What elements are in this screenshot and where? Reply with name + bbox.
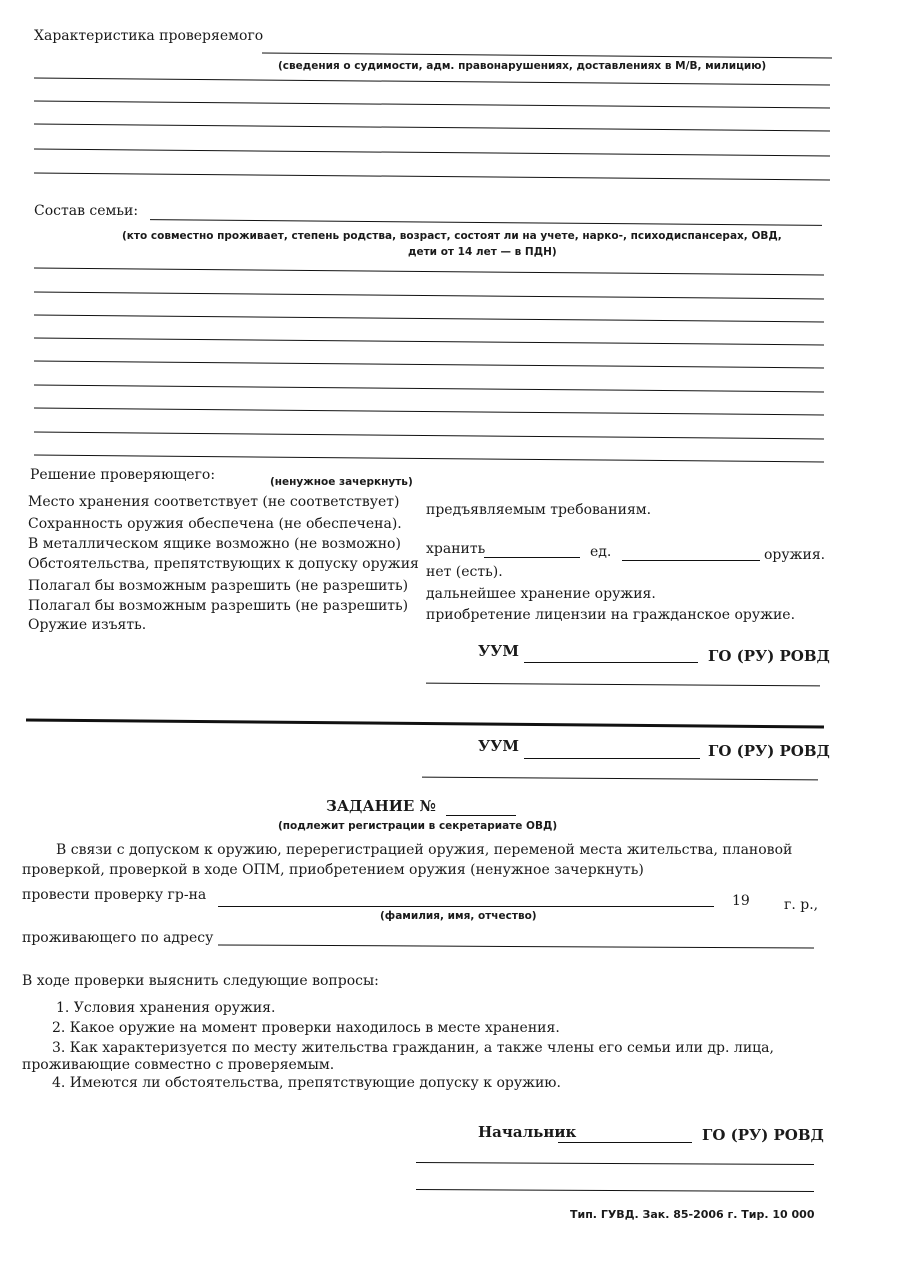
decision-row-7-left: Оружие изъять. — [28, 617, 147, 633]
fio-line[interactable] — [218, 906, 714, 907]
section2-hint-line2: дети от 14 лет — в ПДН) — [408, 246, 557, 258]
signature3-dept: ГО (РУ) РОВД — [702, 1126, 824, 1144]
question-1: 1. Условия хранения оружия. — [56, 1000, 276, 1016]
unit-label: ед. — [590, 544, 612, 560]
section1-line[interactable] — [34, 124, 830, 132]
section2-line[interactable] — [34, 315, 824, 323]
section2-entry-line[interactable] — [150, 219, 822, 226]
signature1-name-line[interactable] — [426, 683, 820, 687]
print-info: Тип. ГУВД. Зак. 85-2006 г. Тир. 10 000 — [570, 1208, 815, 1221]
signature2-line[interactable] — [524, 758, 700, 759]
decision-row-3-left: В металлическом ящике возможно (не возможно) — [28, 536, 401, 552]
task-hint: (подлежит регистрации в секретариате ОВД) — [278, 820, 558, 832]
section1-line[interactable] — [34, 78, 830, 86]
signature3-name-line[interactable] — [416, 1162, 814, 1165]
signature1-dept: ГО (РУ) РОВД — [708, 647, 830, 665]
weapon-type-line[interactable] — [622, 560, 760, 561]
task-title: ЗАДАНИЕ № — [326, 797, 436, 815]
decision-row-4-right: нет (есть). — [426, 564, 503, 580]
task-paragraph-line1: В связи с допуском к оружию, перерегистрацией оружия, переменой места жительства, плановой — [56, 842, 793, 858]
decision-row-3-right: хранить — [426, 541, 486, 557]
storage-count-line[interactable] — [484, 557, 580, 558]
section2-line[interactable] — [34, 385, 824, 393]
fio-hint: (фамилия, имя, отчество) — [380, 910, 537, 922]
section2-line[interactable] — [34, 268, 824, 276]
section2-line[interactable] — [34, 432, 824, 440]
signature1-role: УУМ — [478, 642, 519, 660]
question-3-line1: 3. Как характеризуется по месту жительства гражданин, а также члены его семьи или др. лица, — [52, 1040, 774, 1056]
section1-line[interactable] — [34, 101, 830, 109]
cut-separator — [26, 719, 824, 729]
decision-label: Решение проверяющего: — [30, 467, 216, 483]
decision-row-5-right: дальнейшее хранение оружия. — [426, 586, 656, 602]
section2-line[interactable] — [34, 408, 824, 416]
section1-line[interactable] — [34, 173, 830, 181]
signature2-dept: ГО (РУ) РОВД — [708, 742, 830, 760]
signature3-line[interactable] — [558, 1142, 692, 1143]
section1-line[interactable] — [34, 149, 830, 157]
check-label: провести проверку гр-на — [22, 887, 207, 903]
task-paragraph-line2: проверкой, проверкой в ходе ОПМ, приобретением оружия (ненужное зачеркнуть) — [22, 862, 644, 878]
signature1-line[interactable] — [524, 662, 698, 663]
signature2-role: УУМ — [478, 737, 519, 755]
decision-row-6-left: Полагал бы возможным разрешить (не разрешить) — [28, 598, 409, 614]
address-label: проживающего по адресу — [22, 930, 214, 946]
decision-row-4-left: Обстоятельства, препятствующих к допуску оружия — [28, 556, 419, 572]
signature3-role: Начальник — [478, 1123, 577, 1141]
decision-hint: (ненужное зачеркнуть) — [270, 476, 413, 488]
section2-label: Состав семьи: — [34, 203, 139, 219]
questions-intro: В ходе проверки выяснить следующие вопросы: — [22, 973, 379, 989]
signature3-name-line[interactable] — [416, 1189, 814, 1192]
section2-line[interactable] — [34, 338, 824, 346]
question-4: 4. Имеются ли обстоятельства, препятствующие допуску к оружию. — [52, 1075, 561, 1091]
question-3-line2: проживающие совместно с проверяемым. — [22, 1057, 335, 1073]
question-2: 2. Какое оружие на момент проверки находилось в месте хранения. — [52, 1020, 560, 1036]
section2-line[interactable] — [34, 361, 824, 369]
section2-hint-line1: (кто совместно проживает, степень родства, возраст, состоят ли на учете, нарко-, психодиспансерах, ОВД, — [122, 230, 782, 242]
year-suffix: г. р., — [784, 897, 819, 913]
decision-row-1-left: Место хранения соответствует (не соответствует) — [28, 494, 400, 510]
section1-hint: (сведения о судимости, адм. правонарушениях, доставлениях в М/В, милицию) — [278, 60, 767, 72]
section1-label: Характеристика проверяемого — [34, 28, 264, 44]
weapon-word: оружия. — [764, 547, 826, 563]
decision-row-2-left: Сохранность оружия обеспечена (не обеспечена). — [28, 516, 402, 532]
decision-row-6-right: приобретение лицензии на гражданское оружие. — [426, 607, 796, 623]
signature2-name-line[interactable] — [422, 777, 818, 781]
section2-line[interactable] — [34, 292, 824, 300]
decision-row-1-right: предъявляемым требованиям. — [426, 502, 652, 518]
address-line[interactable] — [218, 944, 814, 948]
section2-line[interactable] — [34, 455, 824, 463]
task-number-line[interactable] — [446, 815, 516, 816]
year-prefix: 19 — [732, 893, 750, 909]
section1-entry-line[interactable] — [262, 53, 832, 59]
decision-row-5-left: Полагал бы возможным разрешить (не разрешить) — [28, 578, 409, 594]
